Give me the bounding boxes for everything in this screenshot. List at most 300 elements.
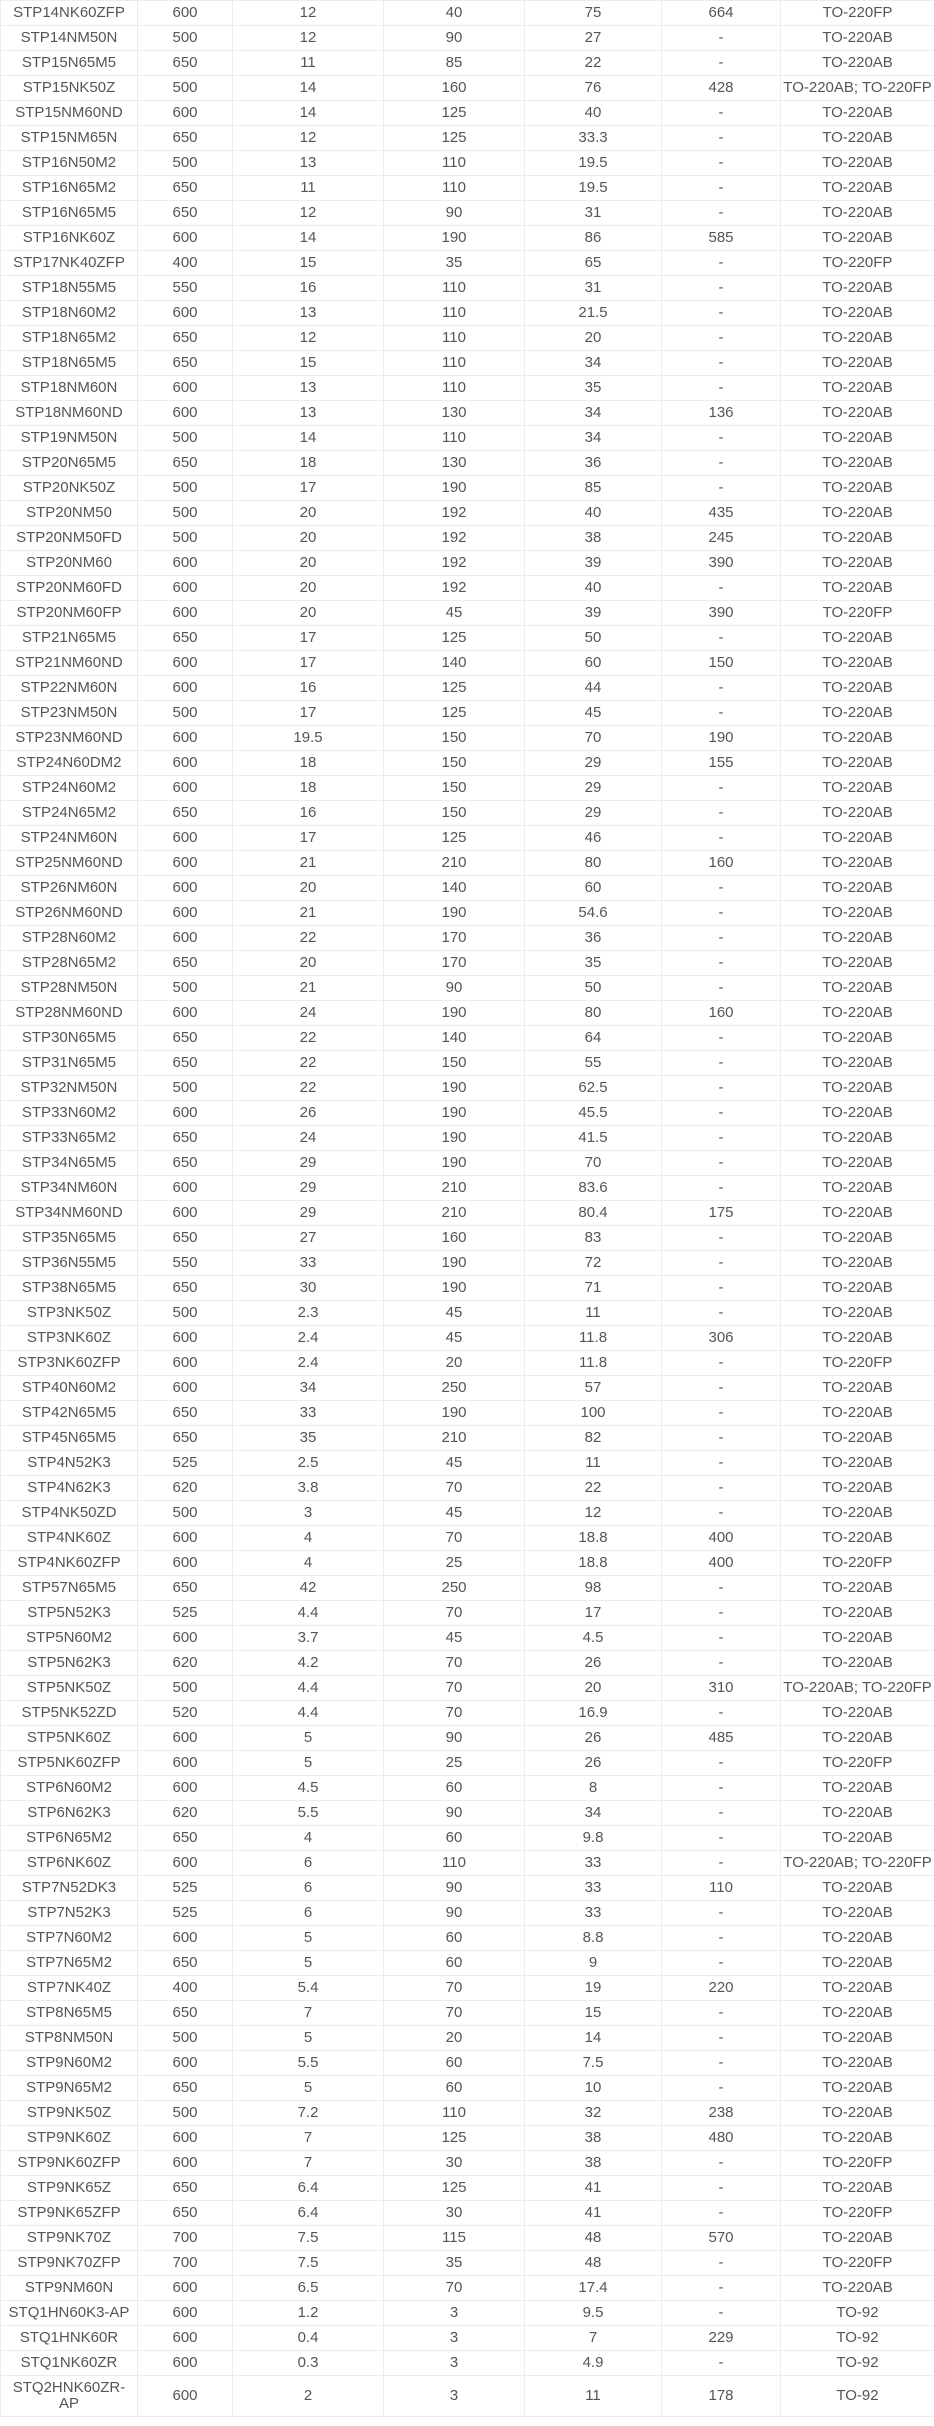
cell-voltage: 525 bbox=[138, 1601, 233, 1626]
cell-power: 190 bbox=[384, 1126, 525, 1151]
cell-part-number: STP5NK60Z bbox=[1, 1726, 138, 1751]
cell-package: TO-220AB bbox=[781, 726, 934, 751]
cell-rds-on: 4.9 bbox=[525, 2351, 662, 2376]
cell-voltage: 500 bbox=[138, 476, 233, 501]
cell-rds-on: 70 bbox=[525, 726, 662, 751]
cell-voltage: 600 bbox=[138, 376, 233, 401]
cell-current: 5.5 bbox=[233, 1801, 384, 1826]
cell-trr: 390 bbox=[662, 601, 781, 626]
cell-power: 250 bbox=[384, 1576, 525, 1601]
cell-part-number: STP38N65M5 bbox=[1, 1276, 138, 1301]
cell-power: 190 bbox=[384, 901, 525, 926]
cell-current: 29 bbox=[233, 1151, 384, 1176]
cell-current: 7 bbox=[233, 2151, 384, 2176]
cell-power: 192 bbox=[384, 551, 525, 576]
cell-trr: 136 bbox=[662, 401, 781, 426]
table-row bbox=[1, 2001, 934, 2026]
cell-rds-on: 9.5 bbox=[525, 2301, 662, 2326]
cell-trr: - bbox=[662, 1926, 781, 1951]
table-row bbox=[1, 76, 934, 101]
cell-power: 70 bbox=[384, 1651, 525, 1676]
cell-voltage: 600 bbox=[138, 2326, 233, 2351]
cell-package: TO-220AB; TO-220FP bbox=[781, 76, 934, 101]
table-row bbox=[1, 1676, 934, 1701]
cell-rds-on: 17 bbox=[525, 1601, 662, 1626]
cell-package: TO-220AB bbox=[781, 1226, 934, 1251]
cell-current: 5 bbox=[233, 1926, 384, 1951]
table-row bbox=[1, 751, 934, 776]
cell-rds-on: 11.8 bbox=[525, 1326, 662, 1351]
cell-package: TO-220AB bbox=[781, 126, 934, 151]
cell-part-number: STP6N60M2 bbox=[1, 1776, 138, 1801]
cell-power: 190 bbox=[384, 1151, 525, 1176]
cell-trr: - bbox=[662, 451, 781, 476]
table-row bbox=[1, 826, 934, 851]
cell-trr: 485 bbox=[662, 1726, 781, 1751]
cell-part-number: STP4NK60Z bbox=[1, 1526, 138, 1551]
cell-current: 21 bbox=[233, 851, 384, 876]
cell-power: 20 bbox=[384, 2026, 525, 2051]
product-table-body bbox=[1, 1, 934, 2417]
cell-package: TO-220AB bbox=[781, 1076, 934, 1101]
cell-voltage: 600 bbox=[138, 1551, 233, 1576]
cell-rds-on: 76 bbox=[525, 76, 662, 101]
cell-voltage: 600 bbox=[138, 1526, 233, 1551]
cell-power: 170 bbox=[384, 951, 525, 976]
cell-rds-on: 35 bbox=[525, 376, 662, 401]
cell-trr: - bbox=[662, 101, 781, 126]
cell-part-number: STP4NK50ZD bbox=[1, 1501, 138, 1526]
cell-trr: 585 bbox=[662, 226, 781, 251]
cell-package: TO-220AB bbox=[781, 326, 934, 351]
table-row bbox=[1, 876, 934, 901]
cell-package: TO-220AB bbox=[781, 701, 934, 726]
cell-current: 16 bbox=[233, 801, 384, 826]
cell-part-number: STP5N52K3 bbox=[1, 1601, 138, 1626]
cell-current: 16 bbox=[233, 276, 384, 301]
cell-current: 7.5 bbox=[233, 2251, 384, 2276]
cell-current: 14 bbox=[233, 226, 384, 251]
cell-part-number: STP16N50M2 bbox=[1, 151, 138, 176]
cell-package: TO-220AB bbox=[781, 526, 934, 551]
cell-package: TO-220AB bbox=[781, 1626, 934, 1651]
cell-package: TO-220AB bbox=[781, 1451, 934, 1476]
cell-part-number: STP7N65M2 bbox=[1, 1951, 138, 1976]
cell-current: 15 bbox=[233, 251, 384, 276]
table-row bbox=[1, 401, 934, 426]
cell-package: TO-220AB bbox=[781, 1101, 934, 1126]
table-row bbox=[1, 201, 934, 226]
cell-trr: 310 bbox=[662, 1676, 781, 1701]
cell-power: 90 bbox=[384, 1726, 525, 1751]
cell-package: TO-220AB bbox=[781, 301, 934, 326]
cell-trr: - bbox=[662, 326, 781, 351]
table-row bbox=[1, 2326, 934, 2351]
cell-voltage: 600 bbox=[138, 676, 233, 701]
cell-part-number: STP7N52K3 bbox=[1, 1901, 138, 1926]
cell-rds-on: 8 bbox=[525, 1776, 662, 1801]
cell-package: TO-220AB bbox=[781, 176, 934, 201]
table-row bbox=[1, 1001, 934, 1026]
cell-voltage: 650 bbox=[138, 1276, 233, 1301]
cell-part-number: STP9NK70ZFP bbox=[1, 2251, 138, 2276]
cell-package: TO-220AB bbox=[781, 501, 934, 526]
table-row bbox=[1, 1376, 934, 1401]
cell-rds-on: 80 bbox=[525, 851, 662, 876]
table-row bbox=[1, 951, 934, 976]
cell-package: TO-220AB bbox=[781, 1376, 934, 1401]
cell-voltage: 620 bbox=[138, 1476, 233, 1501]
cell-part-number: STP24N60DM2 bbox=[1, 751, 138, 776]
cell-voltage: 650 bbox=[138, 201, 233, 226]
cell-current: 4 bbox=[233, 1526, 384, 1551]
cell-trr: - bbox=[662, 1776, 781, 1801]
table-row bbox=[1, 1826, 934, 1851]
cell-current: 34 bbox=[233, 1376, 384, 1401]
cell-rds-on: 8.8 bbox=[525, 1926, 662, 1951]
cell-voltage: 650 bbox=[138, 126, 233, 151]
cell-trr: - bbox=[662, 1401, 781, 1426]
table-row bbox=[1, 1101, 934, 1126]
cell-trr: - bbox=[662, 1626, 781, 1651]
cell-rds-on: 35 bbox=[525, 951, 662, 976]
cell-package: TO-220AB bbox=[781, 426, 934, 451]
cell-current: 17 bbox=[233, 476, 384, 501]
cell-rds-on: 85 bbox=[525, 476, 662, 501]
cell-part-number: STP4N62K3 bbox=[1, 1476, 138, 1501]
cell-voltage: 600 bbox=[138, 1626, 233, 1651]
cell-trr: - bbox=[662, 1126, 781, 1151]
cell-current: 6 bbox=[233, 1851, 384, 1876]
cell-power: 192 bbox=[384, 526, 525, 551]
cell-power: 3 bbox=[384, 2301, 525, 2326]
table-row bbox=[1, 1126, 934, 1151]
cell-power: 110 bbox=[384, 301, 525, 326]
cell-current: 4 bbox=[233, 1826, 384, 1851]
table-row bbox=[1, 2226, 934, 2251]
cell-rds-on: 54.6 bbox=[525, 901, 662, 926]
cell-voltage: 500 bbox=[138, 526, 233, 551]
cell-rds-on: 19 bbox=[525, 1976, 662, 2001]
cell-voltage: 550 bbox=[138, 1251, 233, 1276]
cell-current: 21 bbox=[233, 976, 384, 1001]
cell-rds-on: 29 bbox=[525, 801, 662, 826]
cell-voltage: 600 bbox=[138, 926, 233, 951]
cell-trr: 238 bbox=[662, 2101, 781, 2126]
cell-voltage: 650 bbox=[138, 951, 233, 976]
cell-voltage: 600 bbox=[138, 1, 233, 26]
cell-power: 25 bbox=[384, 1551, 525, 1576]
cell-current: 13 bbox=[233, 401, 384, 426]
cell-package: TO-220AB bbox=[781, 1801, 934, 1826]
table-row bbox=[1, 701, 934, 726]
cell-package: TO-220AB bbox=[781, 1576, 934, 1601]
cell-rds-on: 18.8 bbox=[525, 1551, 662, 1576]
cell-part-number: STP23NM60ND bbox=[1, 726, 138, 751]
cell-current: 4.2 bbox=[233, 1651, 384, 1676]
table-row bbox=[1, 1451, 934, 1476]
cell-voltage: 600 bbox=[138, 551, 233, 576]
table-row bbox=[1, 1201, 934, 1226]
cell-part-number: STP3NK60Z bbox=[1, 1326, 138, 1351]
cell-power: 110 bbox=[384, 351, 525, 376]
cell-package: TO-220AB bbox=[781, 1776, 934, 1801]
cell-current: 3 bbox=[233, 1501, 384, 1526]
cell-power: 45 bbox=[384, 1326, 525, 1351]
cell-rds-on: 40 bbox=[525, 576, 662, 601]
cell-rds-on: 36 bbox=[525, 451, 662, 476]
cell-current: 15 bbox=[233, 351, 384, 376]
cell-power: 70 bbox=[384, 1976, 525, 2001]
cell-package: TO-220AB bbox=[781, 2101, 934, 2126]
cell-rds-on: 71 bbox=[525, 1276, 662, 1301]
cell-part-number: STQ1NK60ZR bbox=[1, 2351, 138, 2376]
cell-current: 6 bbox=[233, 1901, 384, 1926]
cell-power: 190 bbox=[384, 1101, 525, 1126]
cell-power: 160 bbox=[384, 76, 525, 101]
cell-part-number: STP6NK60Z bbox=[1, 1851, 138, 1876]
cell-current: 0.3 bbox=[233, 2351, 384, 2376]
cell-part-number: STP20NM60 bbox=[1, 551, 138, 576]
cell-voltage: 600 bbox=[138, 1326, 233, 1351]
cell-rds-on: 26 bbox=[525, 1726, 662, 1751]
cell-voltage: 600 bbox=[138, 651, 233, 676]
cell-package: TO-220AB bbox=[781, 851, 934, 876]
cell-package: TO-220FP bbox=[781, 1351, 934, 1376]
cell-voltage: 400 bbox=[138, 251, 233, 276]
cell-trr: 390 bbox=[662, 551, 781, 576]
cell-voltage: 600 bbox=[138, 2126, 233, 2151]
cell-part-number: STP40N60M2 bbox=[1, 1376, 138, 1401]
cell-package: TO-220AB bbox=[781, 451, 934, 476]
cell-package: TO-220AB; TO-220FP bbox=[781, 1851, 934, 1876]
cell-trr: - bbox=[662, 1226, 781, 1251]
cell-voltage: 600 bbox=[138, 826, 233, 851]
cell-part-number: STP30N65M5 bbox=[1, 1026, 138, 1051]
cell-rds-on: 26 bbox=[525, 1651, 662, 1676]
cell-rds-on: 11 bbox=[525, 1451, 662, 1476]
cell-trr: - bbox=[662, 676, 781, 701]
cell-trr: 664 bbox=[662, 1, 781, 26]
cell-current: 6 bbox=[233, 1876, 384, 1901]
cell-current: 17 bbox=[233, 826, 384, 851]
cell-voltage: 600 bbox=[138, 776, 233, 801]
cell-voltage: 600 bbox=[138, 2351, 233, 2376]
cell-rds-on: 32 bbox=[525, 2101, 662, 2126]
cell-part-number: STP9N65M2 bbox=[1, 2076, 138, 2101]
cell-package: TO-220AB bbox=[781, 801, 934, 826]
table-row bbox=[1, 1176, 934, 1201]
cell-part-number: STP20NM50FD bbox=[1, 526, 138, 551]
table-row bbox=[1, 2026, 934, 2051]
cell-voltage: 600 bbox=[138, 101, 233, 126]
cell-rds-on: 15 bbox=[525, 2001, 662, 2026]
cell-current: 2.4 bbox=[233, 1326, 384, 1351]
cell-package: TO-220AB bbox=[781, 951, 934, 976]
cell-part-number: STP23NM50N bbox=[1, 701, 138, 726]
cell-power: 110 bbox=[384, 176, 525, 201]
cell-voltage: 500 bbox=[138, 426, 233, 451]
cell-trr: - bbox=[662, 2151, 781, 2176]
cell-part-number: STP15NK50Z bbox=[1, 76, 138, 101]
cell-power: 70 bbox=[384, 1601, 525, 1626]
cell-power: 70 bbox=[384, 1476, 525, 1501]
cell-voltage: 600 bbox=[138, 2051, 233, 2076]
cell-rds-on: 38 bbox=[525, 2126, 662, 2151]
cell-trr: - bbox=[662, 951, 781, 976]
cell-trr: - bbox=[662, 1751, 781, 1776]
table-row bbox=[1, 2076, 934, 2101]
table-row bbox=[1, 176, 934, 201]
cell-package: TO-220AB bbox=[781, 2226, 934, 2251]
cell-rds-on: 38 bbox=[525, 526, 662, 551]
cell-voltage: 650 bbox=[138, 2176, 233, 2201]
cell-current: 7 bbox=[233, 2126, 384, 2151]
cell-package: TO-220AB bbox=[781, 1951, 934, 1976]
cell-part-number: STP31N65M5 bbox=[1, 1051, 138, 1076]
table-row bbox=[1, 1901, 934, 1926]
cell-rds-on: 41.5 bbox=[525, 1126, 662, 1151]
cell-voltage: 525 bbox=[138, 1876, 233, 1901]
cell-power: 110 bbox=[384, 1851, 525, 1876]
table-row bbox=[1, 1776, 934, 1801]
cell-trr: - bbox=[662, 2076, 781, 2101]
cell-trr: 435 bbox=[662, 501, 781, 526]
cell-power: 90 bbox=[384, 1876, 525, 1901]
cell-trr: - bbox=[662, 701, 781, 726]
cell-voltage: 500 bbox=[138, 26, 233, 51]
cell-current: 6.4 bbox=[233, 2176, 384, 2201]
table-row bbox=[1, 1051, 934, 1076]
table-row bbox=[1, 1226, 934, 1251]
cell-rds-on: 83.6 bbox=[525, 1176, 662, 1201]
cell-voltage: 600 bbox=[138, 1201, 233, 1226]
cell-voltage: 650 bbox=[138, 1126, 233, 1151]
cell-package: TO-220AB bbox=[781, 2176, 934, 2201]
cell-package: TO-220AB bbox=[781, 1251, 934, 1276]
cell-rds-on: 31 bbox=[525, 201, 662, 226]
table-row bbox=[1, 1326, 934, 1351]
cell-trr: - bbox=[662, 1251, 781, 1276]
cell-part-number: STP18N65M5 bbox=[1, 351, 138, 376]
cell-power: 70 bbox=[384, 1526, 525, 1551]
cell-package: TO-220AB bbox=[781, 1401, 934, 1426]
cell-rds-on: 38 bbox=[525, 2151, 662, 2176]
cell-voltage: 600 bbox=[138, 1351, 233, 1376]
cell-rds-on: 9.8 bbox=[525, 1826, 662, 1851]
cell-rds-on: 86 bbox=[525, 226, 662, 251]
cell-package: TO-220AB bbox=[781, 26, 934, 51]
cell-part-number: STP19NM50N bbox=[1, 426, 138, 451]
cell-rds-on: 80.4 bbox=[525, 1201, 662, 1226]
cell-trr: - bbox=[662, 1576, 781, 1601]
cell-power: 70 bbox=[384, 1676, 525, 1701]
cell-package: TO-220AB bbox=[781, 2001, 934, 2026]
cell-current: 20 bbox=[233, 951, 384, 976]
cell-package: TO-220FP bbox=[781, 1751, 934, 1776]
cell-trr: - bbox=[662, 576, 781, 601]
table-row bbox=[1, 1401, 934, 1426]
cell-rds-on: 82 bbox=[525, 1426, 662, 1451]
cell-power: 150 bbox=[384, 726, 525, 751]
cell-trr: - bbox=[662, 626, 781, 651]
table-row bbox=[1, 551, 934, 576]
cell-current: 33 bbox=[233, 1251, 384, 1276]
cell-voltage: 650 bbox=[138, 2201, 233, 2226]
cell-voltage: 650 bbox=[138, 1826, 233, 1851]
cell-voltage: 650 bbox=[138, 1951, 233, 1976]
table-row bbox=[1, 1476, 934, 1501]
cell-rds-on: 33.3 bbox=[525, 126, 662, 151]
cell-voltage: 650 bbox=[138, 51, 233, 76]
cell-package: TO-220AB bbox=[781, 1526, 934, 1551]
table-row bbox=[1, 601, 934, 626]
cell-package: TO-220AB bbox=[781, 1276, 934, 1301]
cell-trr: - bbox=[662, 901, 781, 926]
table-row bbox=[1, 1076, 934, 1101]
table-row bbox=[1, 651, 934, 676]
cell-current: 6.4 bbox=[233, 2201, 384, 2226]
cell-voltage: 500 bbox=[138, 1501, 233, 1526]
cell-current: 20 bbox=[233, 576, 384, 601]
cell-power: 150 bbox=[384, 751, 525, 776]
cell-current: 17 bbox=[233, 701, 384, 726]
cell-package: TO-220AB bbox=[781, 1126, 934, 1151]
cell-power: 110 bbox=[384, 326, 525, 351]
cell-current: 12 bbox=[233, 26, 384, 51]
cell-voltage: 600 bbox=[138, 2151, 233, 2176]
cell-current: 22 bbox=[233, 1076, 384, 1101]
cell-trr: - bbox=[662, 876, 781, 901]
cell-power: 3 bbox=[384, 2326, 525, 2351]
cell-power: 60 bbox=[384, 1926, 525, 1951]
cell-rds-on: 33 bbox=[525, 1901, 662, 1926]
cell-voltage: 600 bbox=[138, 851, 233, 876]
cell-current: 13 bbox=[233, 151, 384, 176]
cell-current: 18 bbox=[233, 451, 384, 476]
cell-rds-on: 57 bbox=[525, 1376, 662, 1401]
cell-rds-on: 98 bbox=[525, 1576, 662, 1601]
cell-current: 5.5 bbox=[233, 2051, 384, 2076]
table-row bbox=[1, 1851, 934, 1876]
cell-trr: 175 bbox=[662, 1201, 781, 1226]
cell-part-number: STQ2HNK60ZR-AP bbox=[1, 2376, 138, 2417]
cell-part-number: STP4NK60ZFP bbox=[1, 1551, 138, 1576]
cell-package: TO-220AB bbox=[781, 926, 934, 951]
cell-part-number: STP7N52DK3 bbox=[1, 1876, 138, 1901]
cell-part-number: STP25NM60ND bbox=[1, 851, 138, 876]
table-row bbox=[1, 1601, 934, 1626]
cell-trr: - bbox=[662, 1076, 781, 1101]
cell-power: 85 bbox=[384, 51, 525, 76]
cell-part-number: STP16N65M2 bbox=[1, 176, 138, 201]
cell-package: TO-220AB bbox=[781, 201, 934, 226]
cell-current: 42 bbox=[233, 1576, 384, 1601]
cell-trr: - bbox=[662, 2201, 781, 2226]
cell-part-number: STP28NM60ND bbox=[1, 1001, 138, 1026]
cell-part-number: STP28NM50N bbox=[1, 976, 138, 1001]
cell-voltage: 500 bbox=[138, 976, 233, 1001]
cell-power: 40 bbox=[384, 1, 525, 26]
cell-trr: 155 bbox=[662, 751, 781, 776]
cell-trr: - bbox=[662, 1101, 781, 1126]
cell-part-number: STP20NK50Z bbox=[1, 476, 138, 501]
cell-voltage: 600 bbox=[138, 1926, 233, 1951]
cell-package: TO-220FP bbox=[781, 2201, 934, 2226]
cell-power: 125 bbox=[384, 2176, 525, 2201]
cell-rds-on: 50 bbox=[525, 976, 662, 1001]
cell-voltage: 600 bbox=[138, 751, 233, 776]
